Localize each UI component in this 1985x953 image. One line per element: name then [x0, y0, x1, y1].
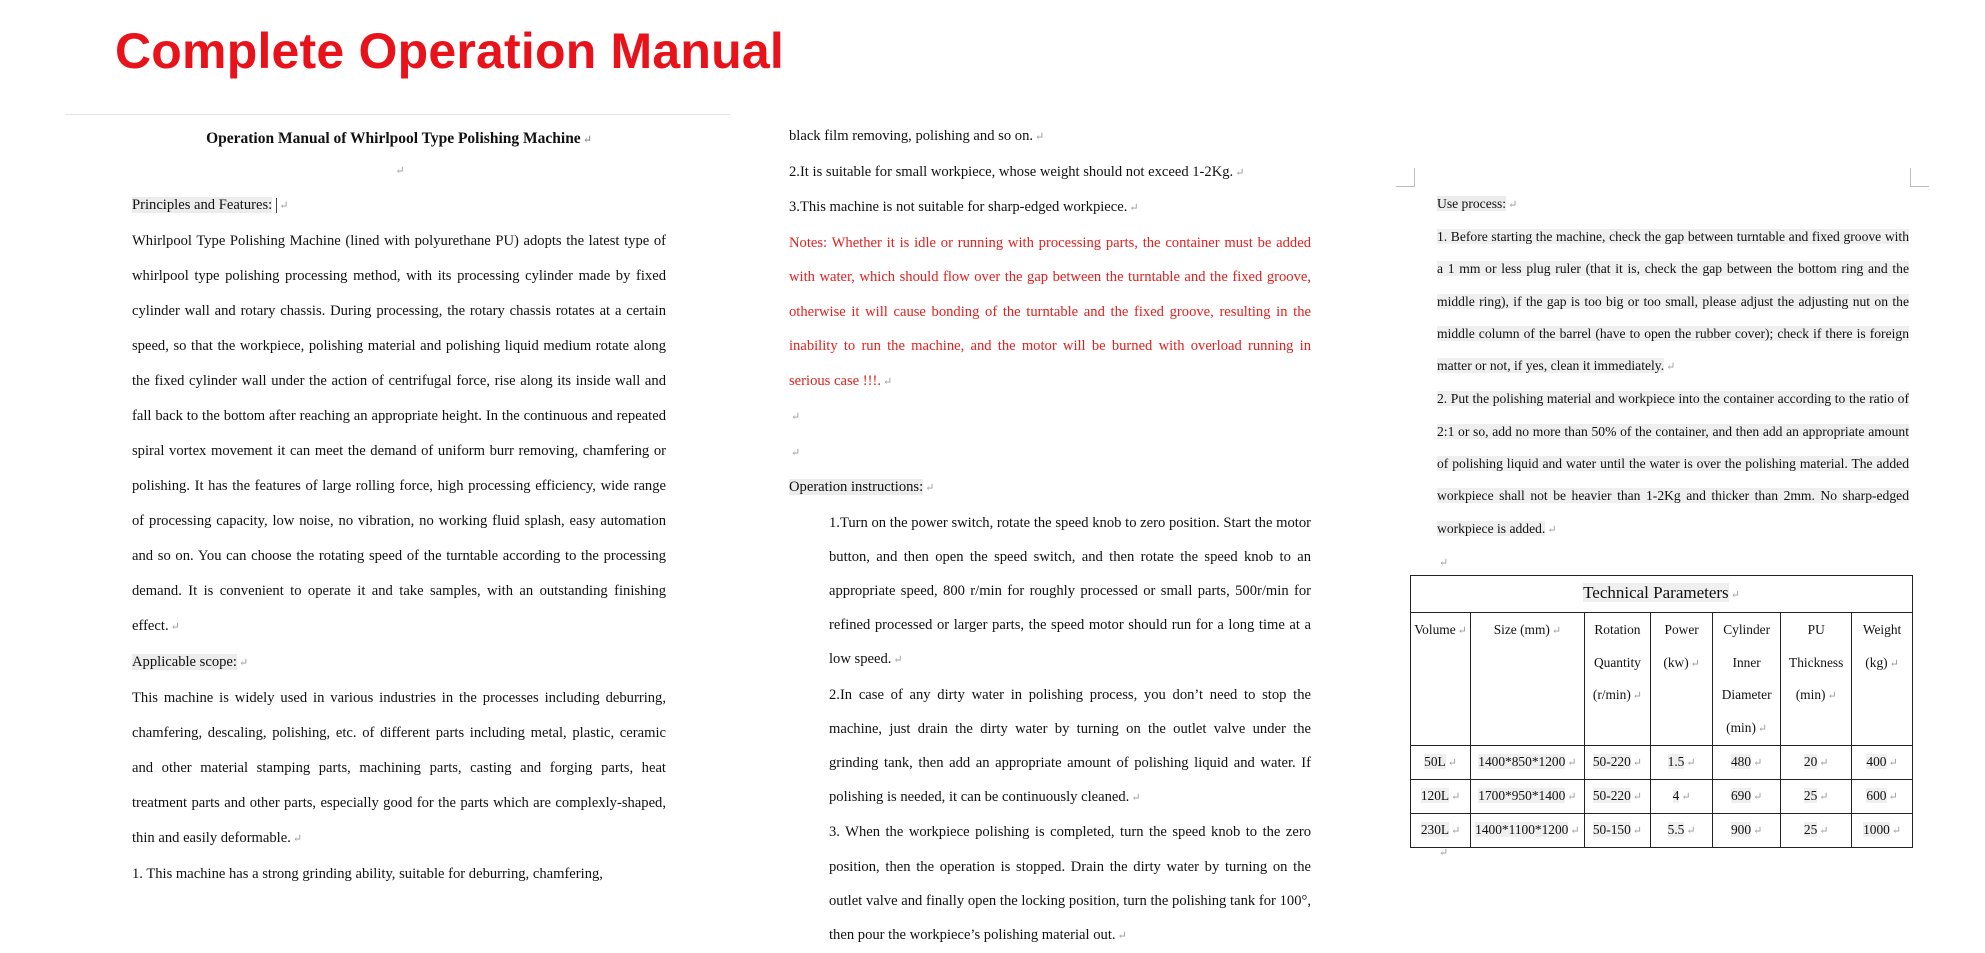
table-row — [1411, 746, 1913, 780]
table-header-cell — [1471, 613, 1585, 746]
table-caption: Technical Parameters ↵ — [1411, 576, 1913, 613]
scope-item-3: 3.This machine is not suitable for sharp-edged workpiece. ↵ — [789, 199, 1139, 215]
section-heading-operation: Operation instructions: ↵ — [789, 479, 935, 495]
table-cell: 25 ↵ — [1781, 780, 1852, 814]
table-cell: 600 ↵ — [1852, 780, 1913, 814]
table-header-text: Quantity — [1594, 654, 1641, 670]
table-cell: 1.5 ↵ — [1651, 746, 1713, 780]
table-header-text: Volume ↵ — [1414, 622, 1467, 637]
technical-parameters-table — [1410, 575, 1913, 848]
table-header-text: (kg) ↵ — [1865, 654, 1899, 670]
table-cell: 690 ↵ — [1713, 780, 1781, 814]
use-step-1: 1. Before starting the machine, check the gap between turntable and fixed groove with a 1 mm or less plug ruler (that it is, check the gap between the bottom ring and the middle ring), if the gap is too big or too small, please adjust the adjusting nut on the middle column of the barrel (have to open the rubber cover); check if there is foreign matter or not, if yes, clean it immediately. ↵ — [1437, 229, 1909, 374]
banner-title: Complete Operation Manual — [115, 23, 784, 79]
table-cell: 50-150 ↵ — [1584, 814, 1651, 848]
scope-item-1: 1. This machine has a strong grinding ability, suitable for deburring, chamfering, — [132, 866, 603, 882]
table-header-row — [1411, 613, 1913, 746]
operation-step-1: 1.Turn on the power switch, rotate the speed knob to zero position. Start the motor button, and then open the speed switch, and then rotate the speed knob to an appropriate speed, 800 r/min for roughly processed or small parts, 500r/min for refined processed or larger parts, the speed motor should run for a long time at a low speed. ↵ — [829, 514, 1311, 668]
table-header-text: Cylinder — [1723, 622, 1771, 637]
table-cell: 4 ↵ — [1651, 780, 1713, 814]
table-cell: 400 ↵ — [1852, 746, 1913, 780]
table-header-text: Weight — [1862, 622, 1902, 637]
table-row — [1411, 814, 1913, 848]
table-cell: 1400*850*1200 ↵ — [1471, 746, 1585, 780]
table-header-text: PU — [1807, 622, 1825, 637]
table-cell: 50L ↵ — [1411, 746, 1471, 780]
table-header-cell — [1651, 613, 1713, 746]
table-header-cell — [1713, 613, 1781, 746]
principles-paragraph: Whirlpool Type Polishing Machine (lined with polyurethane PU) adopts the latest type of whirlpool type polishing processing method, with its processing cylinder made by fixed cylinder wall and rotary chassis. During processing, the rotary chassis rotates at a certain speed, so that the workpiece, polishing material and polishing liquid medium rotate along the fixed cylinder wall under the action of centrifugal force, rise along its inside wall and fall back to the bottom after reaching an appropriate height. In the continuous and repeated spiral vortex movement it can meet the demand of uniform burr removing, chamfering or polishing. It has the features of large rolling force, high processing efficiency, wide range of processing capacity, low noise, no vibration, no working fluid splash, easy automation and so on. You can choose the rotating speed of the turntable according to the processing demand. It is convenient to operate it and take samples, with an outstanding finishing effect. ↵ — [132, 233, 666, 634]
table-header-text: Inner — [1732, 654, 1761, 670]
scope-item-2: 2.It is suitable for small workpiece, whose weight should not exceed 1-2Kg. ↵ — [789, 163, 1245, 180]
table-header-text: (min) ↵ — [1795, 687, 1837, 702]
table-header-text: Size (mm) ↵ — [1493, 622, 1562, 637]
table-cell: 50-220 ↵ — [1584, 746, 1651, 780]
use-step-2: 2. Put the polishing material and workpiece into the container according to the ratio of 2:1 or so, add no more than 50% of the container, and then add an appropriate amount of polishing liquid and water until the water is over the polishing material. The added workpiece shall not be heavier than 1-2Kg and thicker than 2mm. No sharp-edged workpiece is added. ↵ — [1437, 391, 1909, 536]
table-cell: 25 ↵ — [1781, 814, 1852, 848]
table-cell: 230L ↵ — [1411, 814, 1471, 848]
table-cell: 50-220 ↵ — [1584, 780, 1651, 814]
text-cursor — [276, 198, 277, 213]
divider — [65, 114, 730, 115]
table-cell: 20 ↵ — [1781, 746, 1852, 780]
empty-paragraph: ↵ — [1439, 847, 1449, 859]
table-header-text: Power — [1664, 622, 1699, 637]
table-cell: 1000 ↵ — [1852, 814, 1913, 848]
table-header-cell — [1411, 613, 1471, 746]
section-heading-principles: Principles and Features: ↵ — [132, 197, 289, 213]
table-cell: 1700*950*1400 ↵ — [1471, 780, 1585, 814]
table-header-text: Thickness — [1789, 654, 1844, 670]
empty-paragraph: ↵ — [791, 446, 801, 459]
table-cell: 1400*1100*1200 ↵ — [1471, 814, 1585, 848]
empty-paragraph: ↵ — [791, 411, 801, 423]
page-column-1 — [132, 126, 666, 892]
section-heading-use-process: Use process: ↵ — [1437, 196, 1518, 211]
table-header-text: (min) ↵ — [1726, 719, 1768, 735]
table-header-text: (kw) ↵ — [1663, 654, 1700, 670]
table-header-text: Diameter — [1721, 687, 1772, 702]
empty-paragraph: ↵ — [1439, 556, 1449, 569]
document-title: Operation Manual of Whirlpool Type Polishing Machine ↵ — [206, 130, 592, 147]
operation-step-2: 2.In case of any dirty water in polishing process, you don’t need to stop the machine, just drain the dirty water by turning on the outlet valve under the grinding tank, then add an appropriate amount of polishing liquid and water. If polishing is needed, it can be continuously cleaned. ↵ — [829, 686, 1311, 806]
table-row — [1411, 780, 1913, 814]
table-cell: 120L ↵ — [1411, 780, 1471, 814]
page-column-2 — [789, 119, 1311, 953]
table-header-cell — [1781, 613, 1852, 746]
operation-step-3: 3. When the workpiece polishing is completed, turn the speed knob to the zero position, then the operation is stopped. Drain the dirty water by turning on the outlet valve and finally open the locking position, turn the polishing tank for 100°, then pour the workpiece’s polishing material out. ↵ — [829, 824, 1311, 943]
page-corner-mark — [1396, 168, 1415, 187]
page-column-3 — [1437, 188, 1909, 578]
empty-paragraph: ↵ — [395, 165, 405, 177]
table-header-text: (r/min) ↵ — [1592, 687, 1643, 702]
table-header-cell — [1852, 613, 1913, 746]
page-corner-mark — [1910, 168, 1929, 187]
warning-notes: Notes: Whether it is idle or running with processing parts, the container must be added with water, which should flow over the gap between the turntable and the fixed groove, otherwise it will cause bonding of the turntable and the fixed groove, resulting in the inability to run the machine, and the motor will be burned with overload running in serious case !!!. ↵ — [789, 234, 1311, 389]
scope-item-continued: black film removing, polishing and so on. ↵ — [789, 128, 1045, 144]
table-cell: 900 ↵ — [1713, 814, 1781, 848]
section-heading-scope: Applicable scope: ↵ — [132, 654, 249, 670]
table-header-text: Rotation — [1594, 622, 1641, 637]
table-header-cell — [1584, 613, 1651, 746]
table-cell: 480 ↵ — [1713, 746, 1781, 780]
table-cell: 5.5 ↵ — [1651, 814, 1713, 848]
scope-paragraph: This machine is widely used in various industries in the processes including deburring, chamfering, descaling, polishing, etc. of different parts including metal, plastic, ceramic and other material stamping parts, machining parts, casting and forging parts, heat treatment parts and other parts, especially good for the parts which are complexly-shaped, thin and easily deformable. ↵ — [132, 690, 666, 846]
